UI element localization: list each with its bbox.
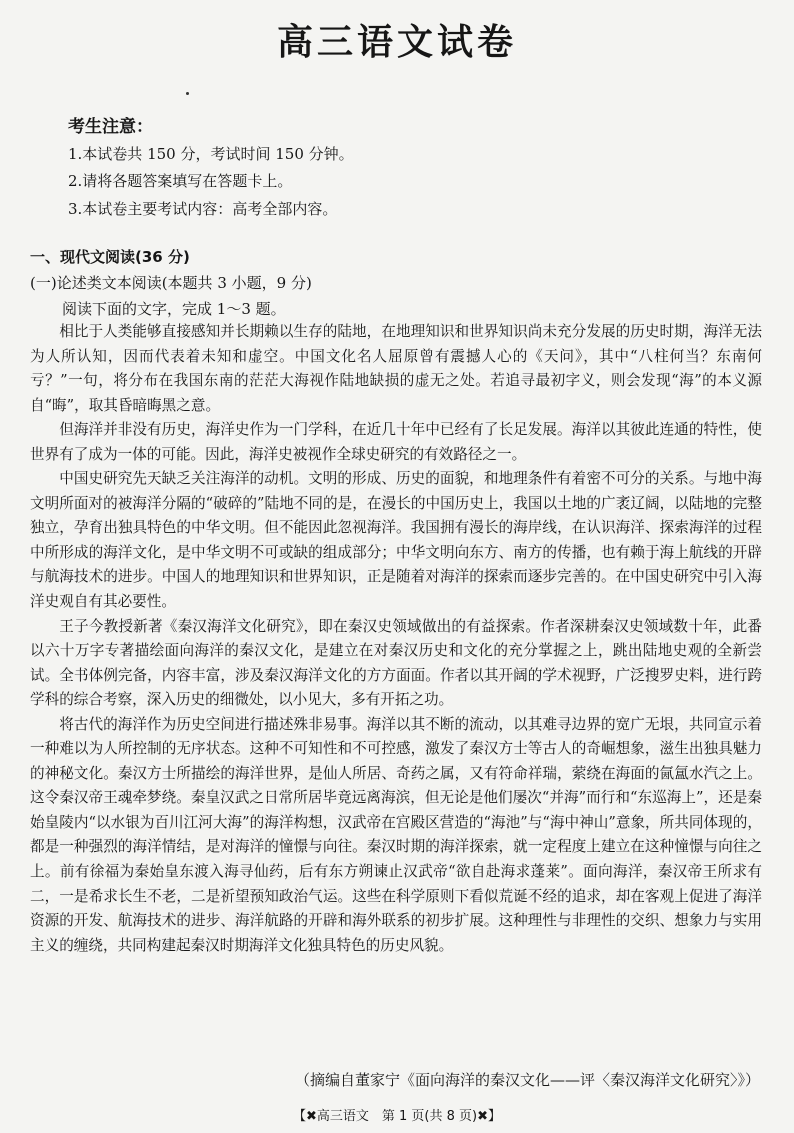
passage [30, 320, 762, 958]
section-title: 一、现代文阅读(36 分) [30, 248, 190, 266]
notice-heading: 考生注意： [68, 117, 153, 137]
page-title: 高三语文试卷 [276, 22, 517, 63]
passage-paragraph: 将古代的海洋作为历史空间进行描述殊非易事。海洋以其不断的流动，以其难寻边界的宽广无垠，共同宣示着一种难以为人所控制的无序状态。这种不可知性和不可控感，激发了秦汉方士等古人的奇崛想象，滋生出独具魅力的神秘文化。秦汉方士所描绘的海洋世界，是仙人所居、奇药之属，又有符命祥瑞，萦绕在海面的氤氲水汽之上。这令秦汉帝王魂牵梦绕。秦皇汉武之日常所居毕竟远离海滨，但无论是他们屡次“并海”而行和“东巡海上”，还是秦始皇陵内“以水银为百川江河大海”的海洋构想，汉武帝在宫殿区营造的“海池”与“海中神山”意象，所共同体现的，都是一种强烈的海洋情结，是对海洋的憧憬与向往。秦汉时期的海洋探索，就一定程度上建立在这种憧憬与向往之上。前有徐福为秦始皇东渡入海寻仙药，后有东方朔谏止汉武帝“欲自赴海求蓬莱”。面向海洋，秦汉帝王所求有二，一是希求长生不老，二是祈望预知政治气运。这些在科学原则下看似荒诞不经的追求，却在客观上促进了海洋资源的开发、航海技术的进步、海洋航路的开辟和海外联系的初步扩展。这种理性与非理性的交织、想象力与实用主义的缠绕，共同构建起秦汉时期海洋文化独具特色的历史风貌。 [30, 715, 762, 954]
notice-item: 2.请将各题答案填写在答题卡上。 [68, 172, 293, 190]
notice-item: 1.本试卷共 150 分，考试时间 150 分钟。 [68, 145, 354, 163]
passage-paragraph: 中国史研究先天缺乏关注海洋的动机。文明的形成、历史的面貌，和地理条件有着密不可分的关系。与地中海文明所面对的被海洋分隔的“破碎的”陆地不同的是，在漫长的中国历史上，我国以土地的广袤辽阔，以陆地的完整独立，孕育出独具特色的中华文明。但不能因此忽视海洋。我国拥有漫长的海岸线，在认识海洋、探索海洋的过程中所形成的海洋文化，是中华文明不可或缺的组成部分；中华文明向东方、南方的传播，也有赖于海上航线的开辟与航海技术的进步。中国人的地理知识和世界知识，正是随着对海洋的探索而逐步完善的。在中国史研究中引入海洋史观自有其必要性。 [30, 470, 762, 611]
page-footer: 【✖高三语文 第 1 页(共 8 页)✖】 [292, 1109, 501, 1124]
passage-paragraph: 相比于人类能够直接感知并长期赖以生存的陆地，在地理知识和世界知识尚未充分发展的历史时期，海洋无法为人所认知，因而代表着未知和虚空。中国文化名人屈原曾有震撼人心的《天问》，其中“八柱何当？东南何亏？”一句，将分布在我国东南的茫茫大海视作陆地缺损的虚无之处。若追寻最初字义，则会发现“海”的本义源自“晦”，取其昏暗晦黑之意。 [30, 323, 762, 414]
subsection-title: (一)论述类文本阅读(本题共 3 小题，9 分) [30, 274, 312, 292]
passage-paragraph: 王子今教授新著《秦汉海洋文化研究》，即在秦汉史领域做出的有益探索。作者深耕秦汉史领域数十年，此番以六十万字专著描绘面向海洋的秦汉文化，是建立在对秦汉历史和文化的充分掌握之上，跳出陆地史观的全新尝试。全书体例完备，内容丰富，涉及秦汉海洋文化的方方面面。作者以其开阔的学术视野，广泛搜罗史料，进行跨学科的综合考察，深入历史的细微处，以小见大，多有开拓之功。 [30, 617, 762, 709]
print-speck [186, 92, 189, 95]
reading-instruction: 阅读下面的文字，完成 1～3 题。 [62, 300, 286, 318]
passage-paragraph: 但海洋并非没有历史，海洋史作为一门学科，在近几十年中已经有了长足发展。海洋以其彼此连通的特性，使世界有了成为一体的可能。因此，海洋史被视作全球史研究的有效路径之一。 [30, 421, 762, 463]
passage-source: （摘编自董家宁《面向海洋的秦汉文化——评〈秦汉海洋文化研究〉》） [294, 1071, 760, 1089]
notice-item: 3.本试卷主要考试内容：高考全部内容。 [68, 200, 338, 218]
